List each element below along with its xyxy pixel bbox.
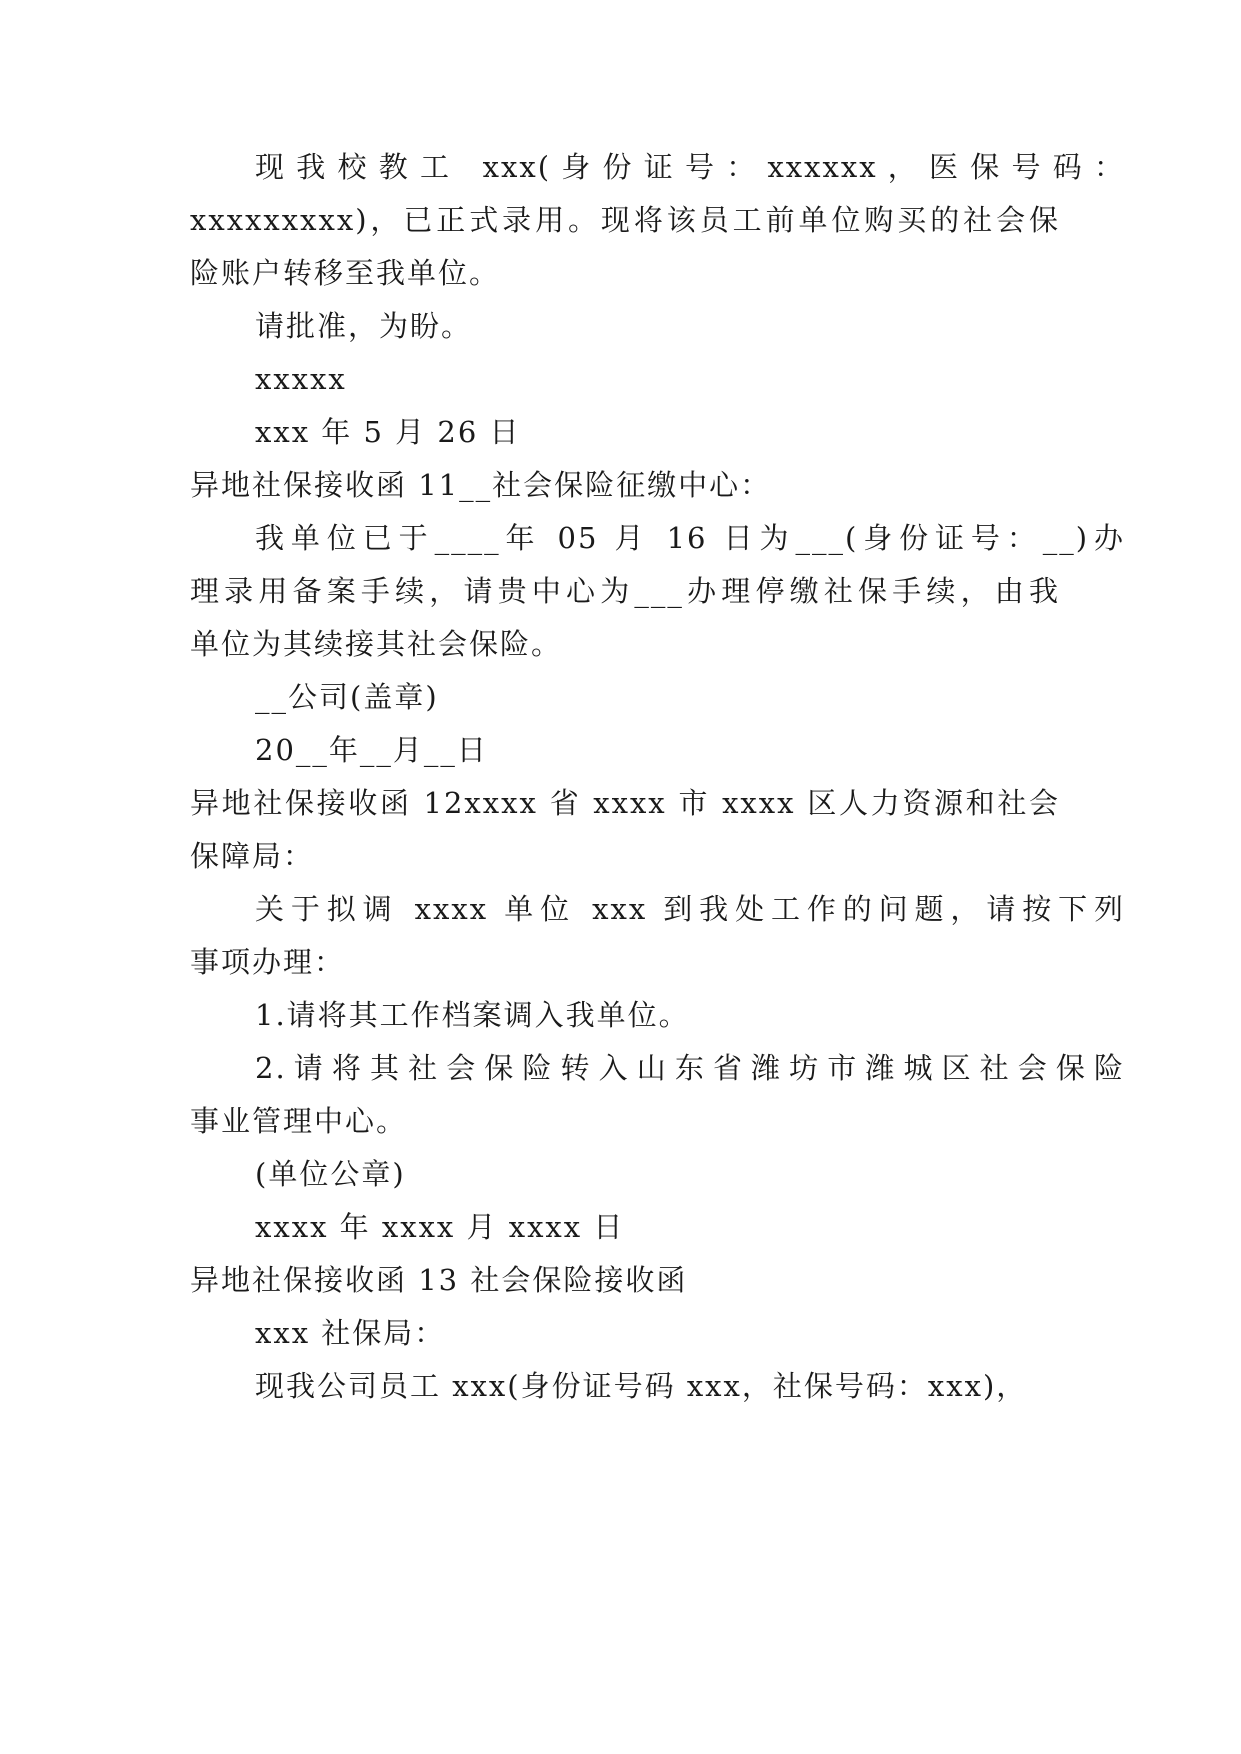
section-heading: 保障局：: [190, 839, 315, 873]
signature-line: xxxxx: [255, 362, 347, 396]
salutation-line: xxx 社保局：: [255, 1316, 446, 1350]
signature-line: (单位公章): [255, 1157, 406, 1191]
list-item: 事业管理中心。: [190, 1104, 408, 1138]
section-heading: 异地社保接收函 13 社会保险接收函: [190, 1263, 688, 1297]
date-line: xxxx 年 xxxx 月 xxxx 日: [255, 1210, 625, 1244]
section-heading: 异地社保接收函 12xxxx 省 xxxx 市 xxxx 区人力资源和社会: [190, 786, 1060, 820]
paragraph-line: 事项办理：: [190, 945, 346, 979]
paragraph-line: 现我公司员工 xxx(身份证号码 xxx，社保号码：xxx)，: [255, 1369, 1028, 1403]
paragraph-line: 请批准，为盼。: [255, 309, 473, 343]
section-heading: 异地社保接收函 11__社会保险征缴中心：: [190, 468, 772, 502]
date-line: 20__年__月__日: [255, 733, 488, 767]
date-line: xxx 年 5 月 26 日: [255, 415, 521, 449]
list-item: 2.请将其社会保险转入山东省潍坊市潍城区社会保险: [255, 1051, 1125, 1085]
paragraph-line: xxxxxxxxx)，已正式录用。现将该员工前单位购买的社会保: [190, 203, 1060, 237]
signature-line: __公司(盖章): [255, 680, 439, 714]
paragraph-line: 单位为其续接其社会保险。: [190, 627, 563, 661]
paragraph-line: 关于拟调 xxxx 单位 xxx 到我处工作的问题，请按下列: [255, 892, 1125, 926]
paragraph-line: 现我校教工 xxx(身份证号：xxxxxx，医保号码：: [255, 150, 1125, 184]
list-item: 1.请将其工作档案调入我单位。: [255, 998, 690, 1032]
paragraph-line: 理录用备案手续，请贵中心为___办理停缴社保手续，由我: [190, 574, 1060, 608]
paragraph-line: 我单位已于____年 05 月 16 日为___(身份证号：__)办: [255, 521, 1125, 555]
paragraph-line: 险账户转移至我单位。: [190, 256, 501, 290]
